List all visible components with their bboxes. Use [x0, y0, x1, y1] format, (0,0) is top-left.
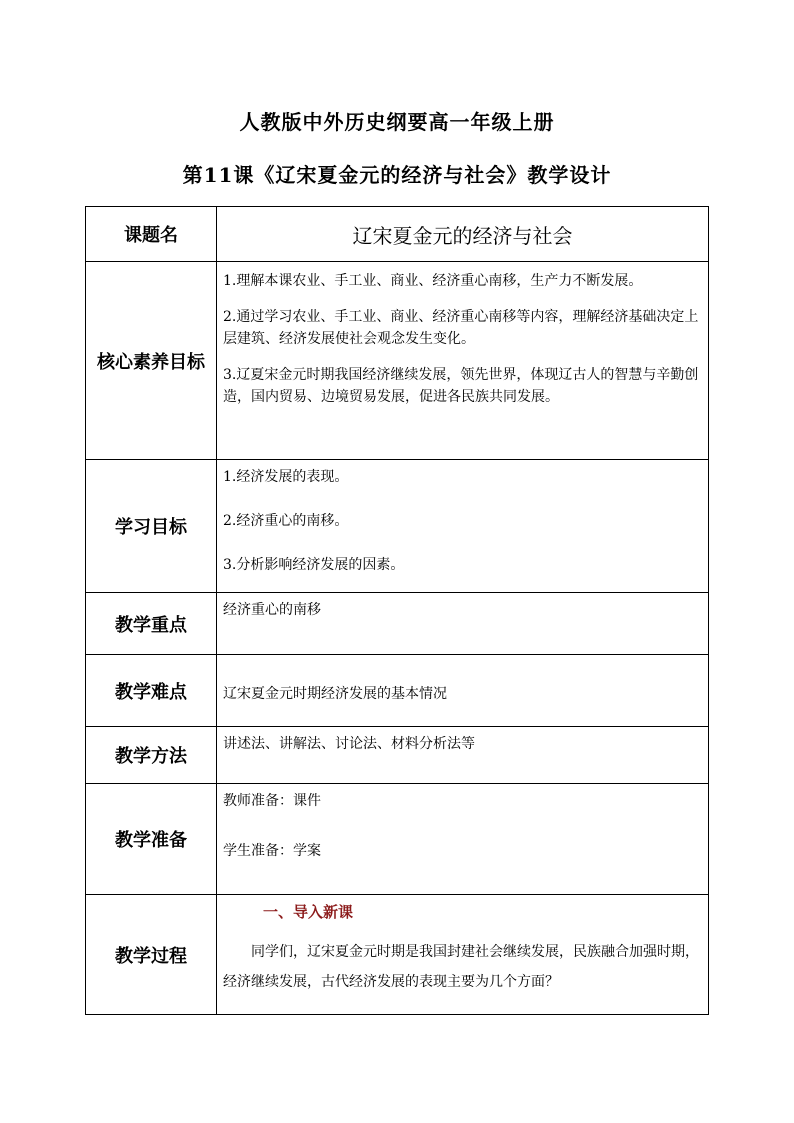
- table-row-difficulty: [86, 655, 709, 727]
- process-cell: [217, 895, 709, 1015]
- goal-item: 3.分析影响经济发展的因素。: [223, 557, 405, 573]
- core-item: 2.通过学习农业、手工业、商业、经济重心南移等内容，理解经济基础决定上层建筑、经济发展使社会观念发生变化。: [223, 309, 699, 347]
- difficulty-value: 辽宋夏金元时期经济发展的基本情况: [217, 655, 709, 727]
- prep-teacher: 教师准备：课件: [223, 793, 321, 809]
- method-value: 讲述法、讲解法、讨论法、材料分析法等: [217, 727, 709, 784]
- topic-value: 辽宋夏金元的经济与社会: [217, 207, 709, 262]
- process-heading: 一、导入新课: [263, 903, 354, 921]
- table-row-topic: [86, 207, 709, 262]
- goal-label: 学习目标: [86, 460, 217, 593]
- prep-label: 教学准备: [86, 784, 217, 895]
- lesson-plan-table: [85, 206, 709, 1015]
- document-subtitle: 第11课《辽宋夏金元的经济与社会》教学设计: [182, 163, 612, 187]
- core-cell: [217, 262, 709, 460]
- core-item: 1.理解本课农业、手工业、商业、经济重心南移，生产力不断发展。: [223, 273, 643, 289]
- core-label: 核心素养目标: [86, 262, 217, 460]
- focus-value: 经济重心的南移: [217, 593, 709, 655]
- table-row-method: [86, 727, 709, 784]
- document-title: 人教版中外历史纲要高一年级上册: [239, 110, 555, 134]
- table-row-process: [86, 895, 709, 1015]
- table-row-core-goals: [86, 262, 709, 460]
- table-row-preparation: [86, 784, 709, 895]
- process-text: 同学们，辽宋夏金元时期是我国封建社会继续发展，民族融合加强时期，经济继续发展，古代经济发展的表现主要为几个方面？: [223, 944, 699, 990]
- table-row-learning-goals: [86, 460, 709, 593]
- goal-item: 1.经济发展的表现。: [223, 469, 349, 485]
- prep-cell: [217, 784, 709, 895]
- goal-item: 2.经济重心的南移。: [223, 513, 349, 529]
- prep-student: 学生准备：学案: [223, 843, 321, 859]
- focus-label: 教学重点: [86, 593, 217, 655]
- process-label: 教学过程: [86, 895, 217, 1015]
- method-label: 教学方法: [86, 727, 217, 784]
- difficulty-label: 教学难点: [86, 655, 217, 727]
- table-row-focus: [86, 593, 709, 655]
- topic-label: 课题名: [86, 207, 217, 262]
- core-item: 3.辽夏宋金元时期我国经济继续发展，领先世界，体现辽古人的智慧与辛勤创造，国内贸易、边境贸易发展，促进各民族共同发展。: [223, 367, 699, 405]
- goal-cell: [217, 460, 709, 593]
